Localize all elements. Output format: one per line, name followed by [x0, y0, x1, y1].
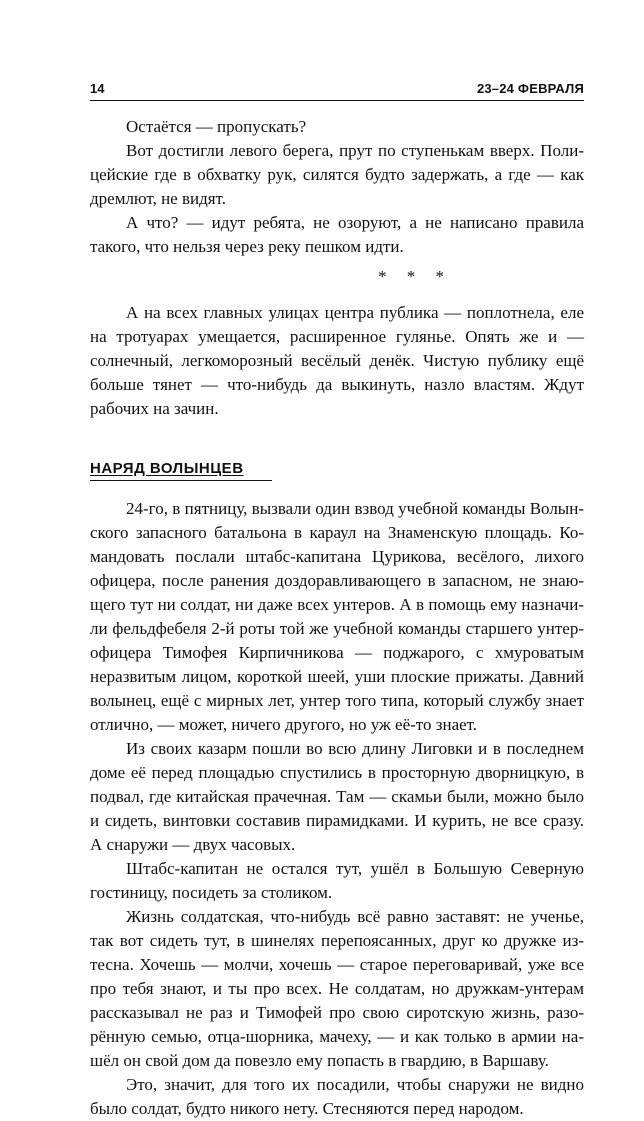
chapter-body	[90, 497, 584, 1121]
chapter-heading: НАРЯД ВОЛЫНЦЕВ	[90, 459, 272, 481]
paragraph: Это, значит, для того их посадили, чтобы снаружи не видно было солдат, будто никого нету. Стесняются перед народом.	[90, 1075, 584, 1118]
running-head	[90, 78, 584, 100]
header-rule	[90, 100, 584, 101]
paragraph: Вот достигли левого берега, прут по ступенькам вверх. Полицейские где в обхватку рук, силятся будто задержать, а где — как дремлют, не видят.	[90, 141, 584, 208]
paragraph: А на всех главных улицах центра публика — поплотнела, еле на тротуарах умещается, расширенное гулянье. Опять же и — солнечный, легкоморозный весёлый денёк. Чистую публику ещё больше тянет — что-нибудь да выкинуть, назло властям. Ждут рабочих на зачин.	[90, 303, 584, 418]
page-number: 14	[90, 81, 105, 96]
paragraph: 24-го, в пятницу, вызвали один взвод учебной команды Волынского запасного батальона в караул на Знаменскую площадь. Командовать послали штабс-капитана Цурикова, весёлого, лихого офицера, после ранения доздоравливающего в запасном, не знающего тут ни солдат, ни даже всех унтеров. А в помощь ему назначили фельдфебеля 2-й роты той же учебной команды старшего унтер-офицера Тимофея Кирпичникова — поджарого, с хмуроватым неразвитым лицом, короткой шеей, уши плоские прижаты. Давний волынец, ещё с мирных лет, унтер того типа, который службу знает отлично, — может, ничего другого, но уж её-то знает.	[90, 499, 584, 734]
section-2	[90, 301, 584, 421]
paragraph: Остаётся — пропускать?	[126, 117, 307, 136]
book-page	[90, 78, 584, 1121]
section-separator: * * *	[378, 267, 452, 286]
section-1	[90, 115, 584, 259]
paragraph: Из своих казарм пошли во всю длину Лиговки и в последнем доме её перед площадью спустились в просторную дворницкую, в подвал, где китайская прачечная. Там — скамьи были, можно было и сидеть, винтовки составив пирамидками. И курить, не все сразу. А снаружи — двух часовых.	[90, 739, 584, 854]
running-head-title: 23–24 ФЕВРАЛЯ	[476, 81, 584, 96]
paragraph: Штабс-капитан не остался тут, ушёл в Большую Северную гостиницу, посидеть за столиком.	[90, 859, 584, 902]
paragraph: Жизнь солдатская, что-нибудь всё равно заставят: не ученье, так вот сидеть тут, в шинелях перепоясанных, друг ко дружке изтесна. Хочешь — молчи, хочешь — старое переговаривай, уже все про тебя знают, и ты про всех. Не солдатам, но дружкам-унтерам рассказывал не раз и Тимофей про свою сиротскую жизнь, разорённую семью, отца-шорника, мачеху, — и как только в армии нашёл он свой дом да повезло ему попасть в гвардию, в Варшаву.	[90, 907, 584, 1070]
paragraph: А что? — идут ребята, не озоруют, а не написано правила такого, что нельзя через реку пешком идти.	[90, 213, 584, 256]
